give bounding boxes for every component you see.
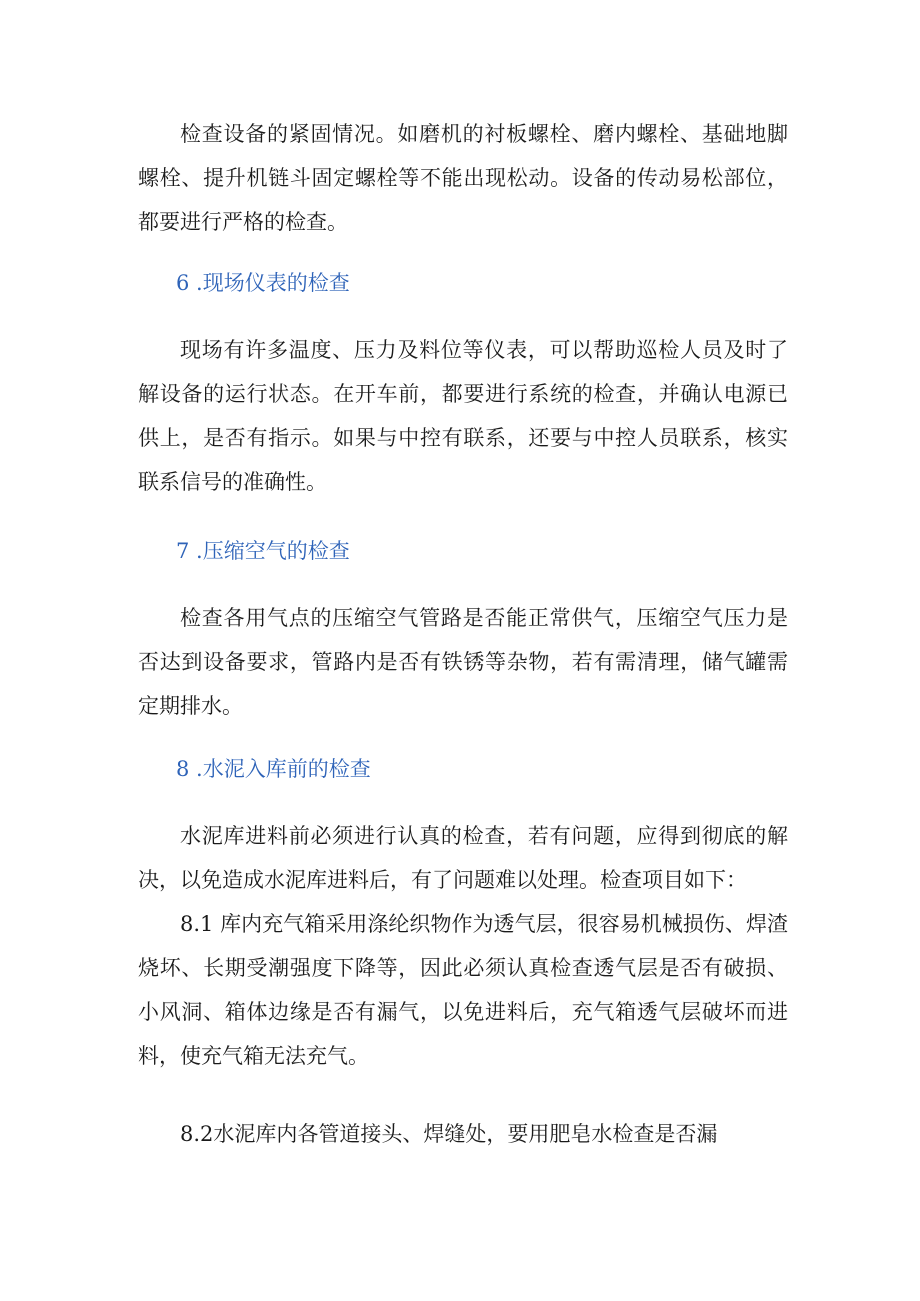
paragraph-fastening-check: 检查设备的紧固情况。如磨机的衬板螺栓、磨内螺栓、基础地脚螺栓、提升机链斗固定螺栓等不能出现松动。设备的传动易松部位，都要进行严格的检查。 [138,122,788,234]
paragraph-compressed-air: 检查各用气点的压缩空气管路是否能正常供气，压缩空气压力是否达到设备要求，管路内是否有铁锈等杂物，若有需清理，储气罐需定期排水。 [138,606,788,718]
paragraph-item-8-2: 8.2水泥库内各管道接头、焊缝处，要用肥皂水检查是否漏 [180,1122,718,1146]
paragraph-item-8-1: 8.1 库内充气箱采用涤纶织物作为透气层，很容易机械损伤、焊渣烧坏、长期受潮强度下降等，因此必须认真检查透气层是否有破损、小风洞、箱体边缘是否有漏气，以免进料后，充气箱透气层破坏而进料，使充气箱无法充气。 [138,912,788,1068]
section-heading-6: 6 .现场仪表的检查 [176,271,350,295]
section-heading-7: 7 .压缩空气的检查 [176,539,350,563]
section-heading-8: 8 .水泥入库前的检查 [176,757,371,781]
paragraph-cement-silo: 水泥库进料前必须进行认真的检查，若有问题，应得到彻底的解决，以免造成水泥库进料后，有了问题难以处理。检查项目如下： [138,824,788,892]
paragraph-field-instruments: 现场有许多温度、压力及料位等仪表，可以帮助巡检人员及时了解设备的运行状态。在开车前，都要进行系统的检查，并确认电源已供上，是否有指示。如果与中控有联系，还要与中控人员联系，核实联系信号的准确性。 [138,338,788,494]
